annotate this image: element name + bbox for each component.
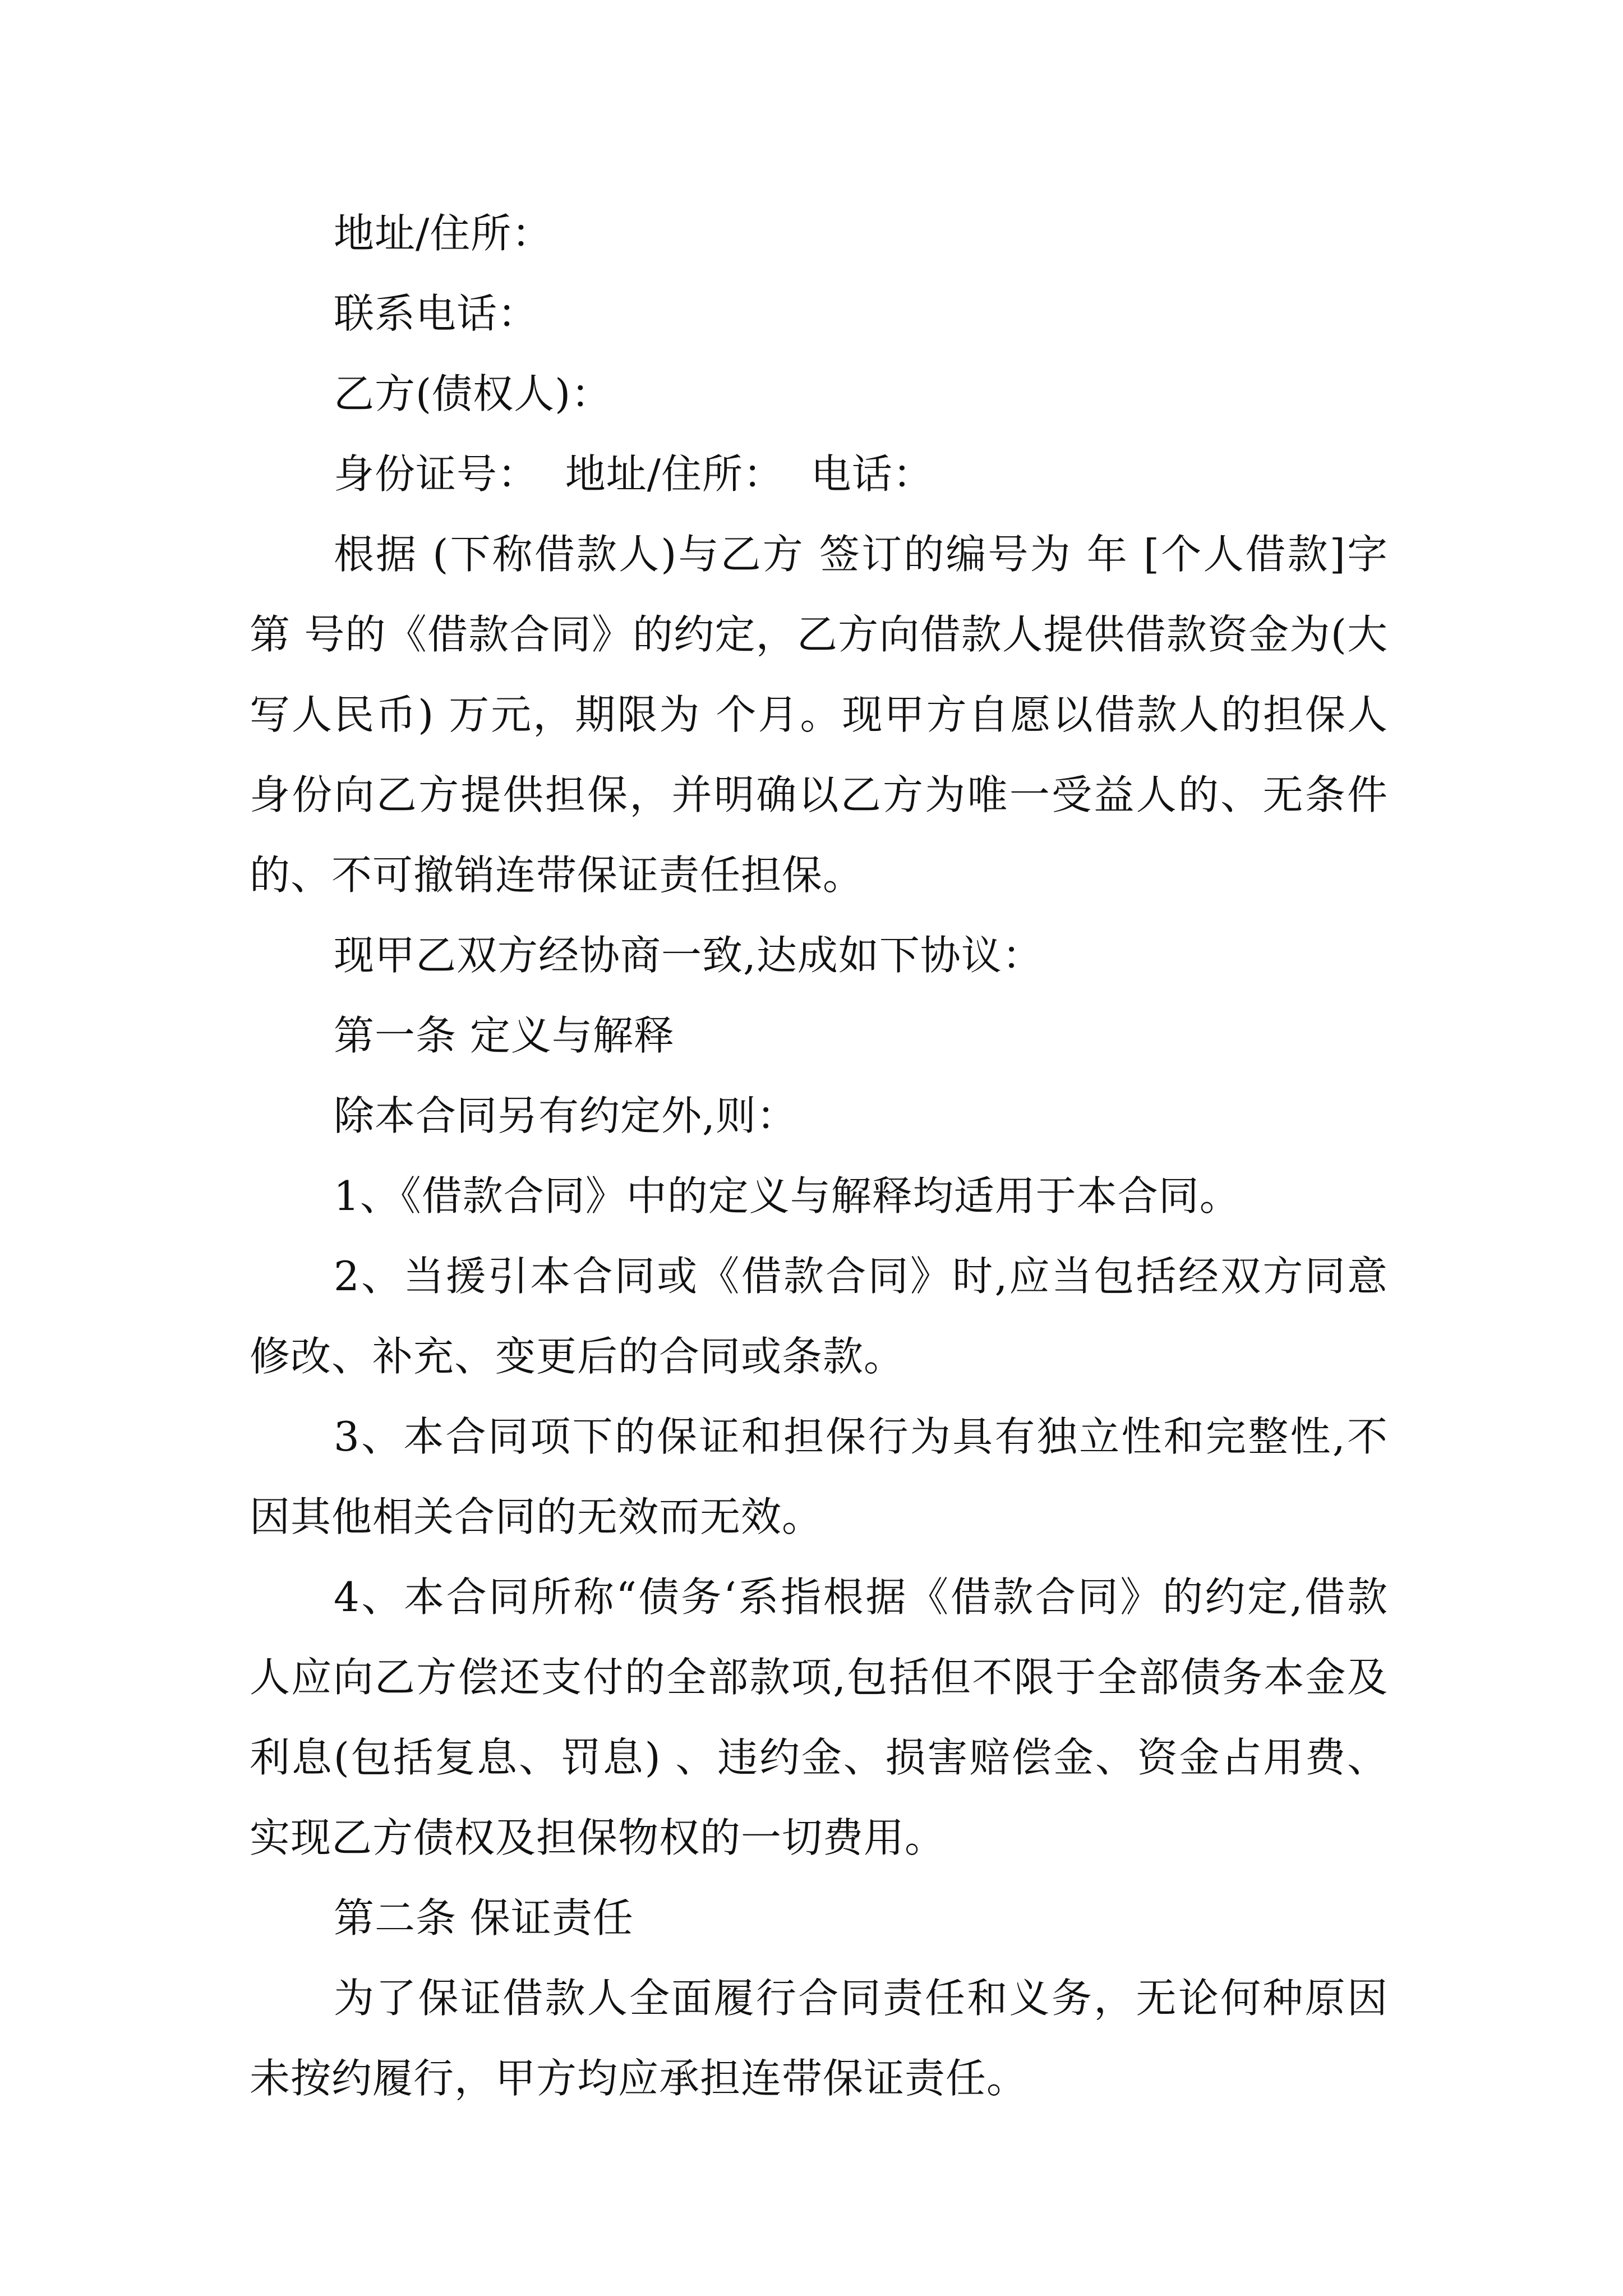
document-body — [250, 194, 1388, 2119]
article-1-heading: 第一条 定义与解释 — [334, 1012, 675, 1059]
party-b-line: 乙方(债权人)： — [334, 370, 612, 417]
agreement-intro: 现甲乙双方经协商一致,达成如下协议： — [334, 932, 1043, 979]
article-2-heading: 第二条 保证责任 — [334, 1894, 634, 1941]
article-2-text: 为了保证借款人全面履行合同责任和义务，无论何种原因未按约履行，甲方均应承担连带保证责任。 — [250, 1975, 1388, 2102]
party-b-details-line: 身份证号： 地址/住所： 电话： — [334, 450, 934, 498]
preamble-paragraph: 根据 (下称借款人)与乙方 签订的编号为 年 [个人借款]字第 号的《借款合同》的约定，乙方向借款人提供借款资金为(大写人民币) 万元，期限为 个月。现甲方自愿以借款人的担保人身份向乙方提供担保，并明确以乙方为唯一受益人的、无条件的、不可撤销连带保证责任担保。 — [250, 531, 1388, 899]
article-1-intro: 除本合同另有约定外,则： — [334, 1092, 797, 1139]
clause-1-1: 1、《借款合同》中的定义与解释均适用于本合同。 — [334, 1172, 1241, 1220]
phone-line: 联系电话： — [334, 290, 539, 337]
address-line: 地址/住所： — [334, 210, 553, 257]
clause-1-4: 4、本合同所称“债务‘系指根据《借款合同》的约定,借款人应向乙方偿还支付的全部款项,包括但不限于全部债务本金及利息(包括复息、罚息) 、违约金、损害赔偿金、资金占用费、实现乙方债权及担保物权的一切费用。 — [250, 1573, 1388, 1861]
clause-1-2: 2、当援引本合同或《借款合同》时,应当包括经双方同意修改、补充、变更后的合同或条款。 — [250, 1253, 1388, 1380]
clause-1-3: 3、本合同项下的保证和担保行为具有独立性和完整性,不因其他相关合同的无效而无效。 — [250, 1413, 1388, 1540]
